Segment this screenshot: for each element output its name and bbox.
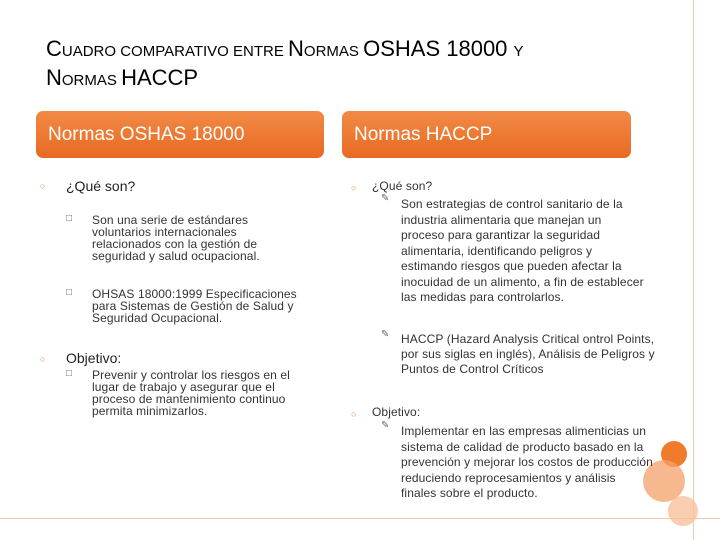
header-oshas-label: Normas OSHAS 18000 <box>48 123 245 145</box>
bullet-ring-icon: ○ <box>351 409 357 419</box>
header-haccp-label: Normas HACCP <box>354 123 493 145</box>
header-haccp <box>342 111 631 158</box>
header-oshas <box>36 111 324 158</box>
left-q2: Objetivo: <box>66 350 122 366</box>
left-q1-item: OHSAS 18000:1999 Especificaciones para Sistemas de Gestión de Salud y Seguridad Ocupacional. <box>92 287 297 325</box>
right-q1-item: HACCP (Hazard Analysis Critical ontrol Points, por sus siglas en inglés), Análisis de Peligros y Puntos de Control Críticos <box>401 332 655 376</box>
bullet-box-icon: □ <box>66 287 73 298</box>
bullet-dash-icon: ✎ <box>381 329 390 340</box>
left-q2-item: Prevenir y controlar los riesgos en el lugar de trabajo y asegurar que el proceso de mantenimiento continuo permita minimizarlos. <box>92 368 290 418</box>
right-q2: Objetivo: <box>372 405 421 419</box>
slide-title: CUADRO COMPARATIVO ENTRE NORMAS OSHAS 18000 Y NORMAS HACCP <box>46 36 524 90</box>
bullet-ring-icon: ○ <box>40 181 46 191</box>
left-q1: ¿Qué son? <box>66 178 136 194</box>
right-q1-item: Son estrategias de control sanitario de la industria alimentaria que manejan un proceso para garantizar la seguridad alimentaria, identificando peligros y estimando riesgos que pueden afectar la inocuidad de un alimento, a fin de establecer las medidas para controlarlos. <box>401 197 644 304</box>
bullet-dash-icon: ✎ <box>381 420 390 431</box>
bullet-box-icon: □ <box>66 213 73 224</box>
right-q1: ¿Qué son? <box>372 179 433 193</box>
decor-circle-icon <box>668 496 698 526</box>
left-q1-item: Son una serie de estándares voluntarios internacionales relacionados con la gestión de seguridad y salud ocupacional. <box>92 213 260 263</box>
bullet-ring-icon: ○ <box>40 354 46 364</box>
vertical-rule <box>693 0 694 540</box>
horizontal-rule <box>0 518 720 519</box>
bullet-box-icon: □ <box>66 368 73 379</box>
bullet-dash-icon: ✎ <box>381 193 390 204</box>
right-q2-item: Implementar en las empresas alimenticias un sistema de calidad de producto basado en la prevención y mejorar los costos de producción reduciendo reprocesamientos y análisis finales sobre el producto. <box>401 424 653 500</box>
bullet-ring-icon: ○ <box>351 183 357 193</box>
